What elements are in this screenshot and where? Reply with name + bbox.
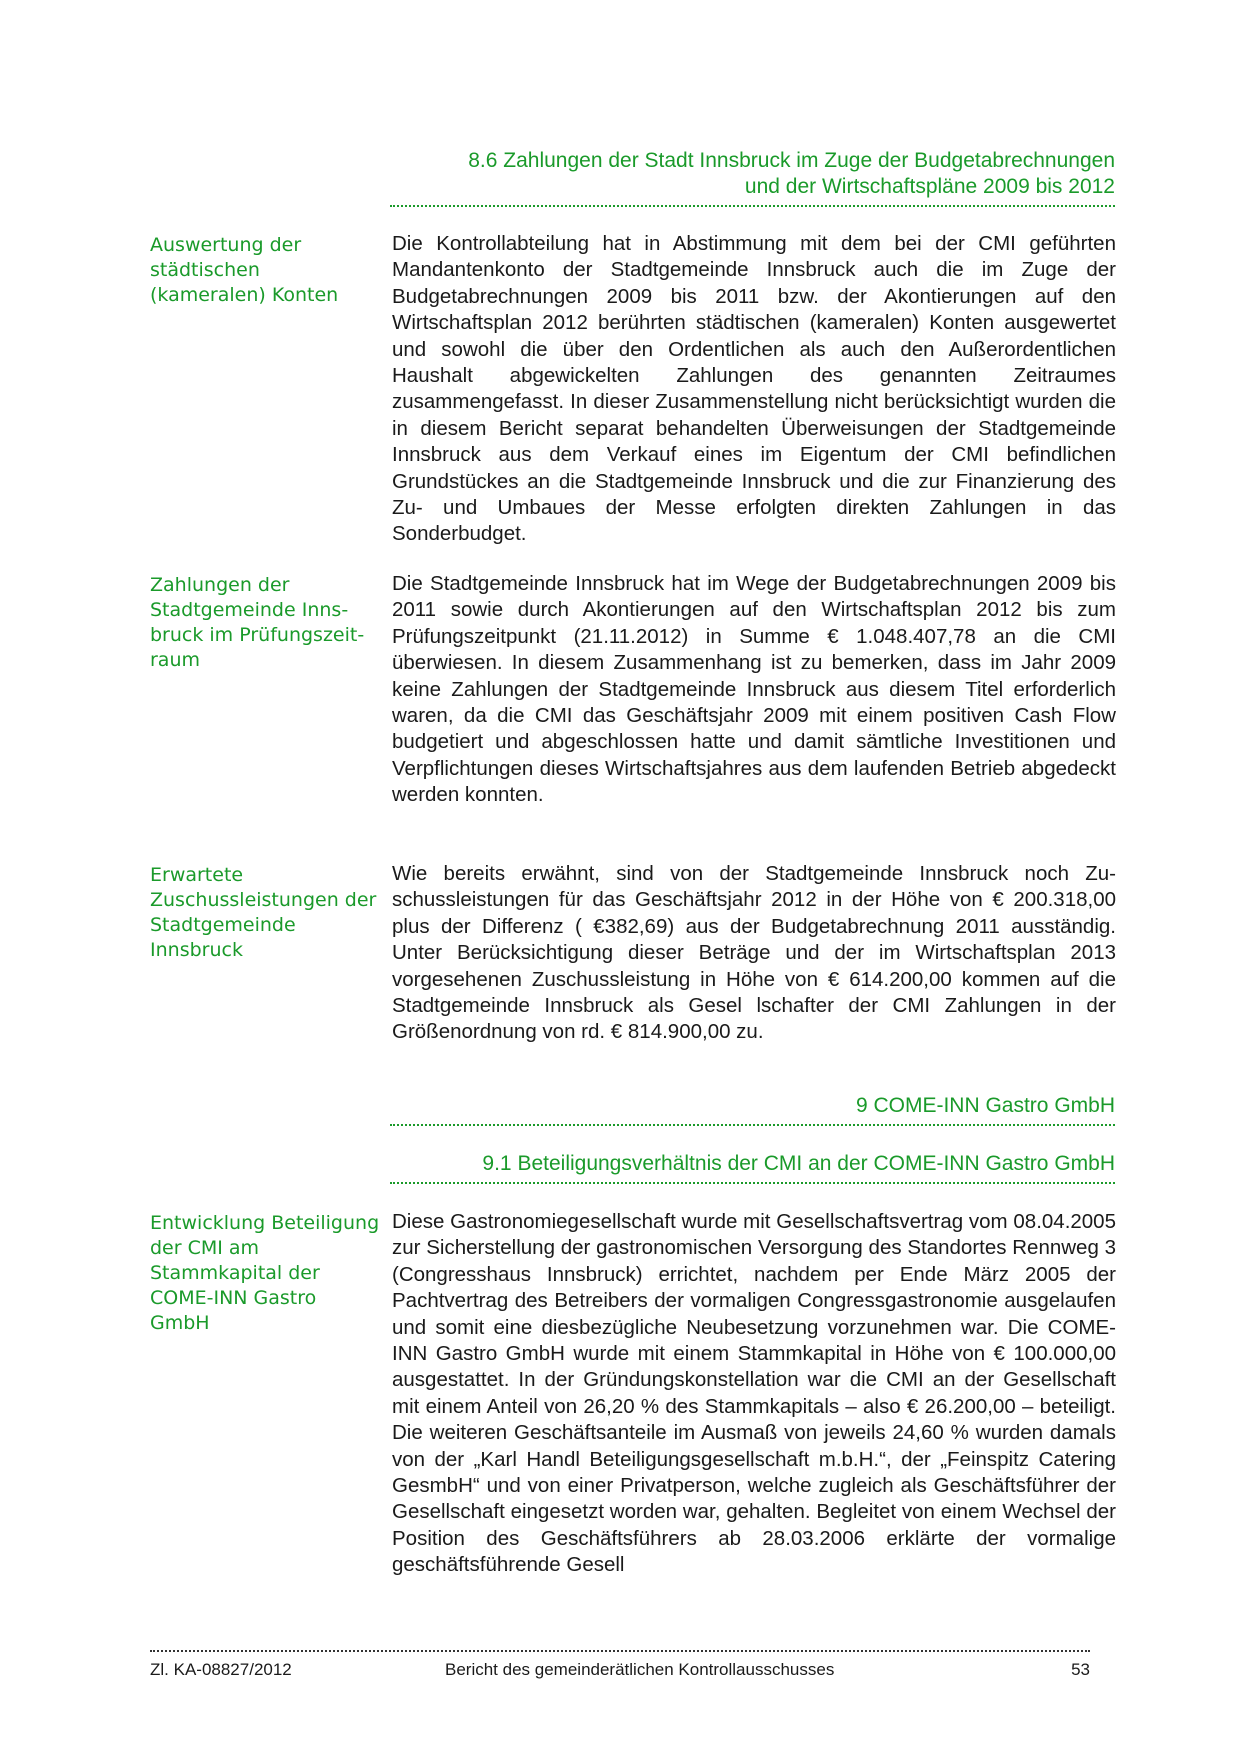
paragraph-zahlungen: Die Stadtgemeinde Innsbruck hat im Wege der Budgetabrechnungen 2009 bis 2011 sowie durch Akontierungen auf den Wirtschaftsplan 2012 bis zum Prüfungszeitpunkt (21.11.2012) in Summe € 1.048.407,78 an die CMI überwiesen. In diesem Zusammenhang ist zu bemerken, dass im Jahr 2009 keine Zahlungen der Stadtgemeinde Innsbruck aus diesem Titel erforderlich waren, da die CMI das Geschäftsjahr 2009 mit einem positiven Cash Flow budgetiert und abgeschlossen hatte und damit sämtliche Investitionen und Verpflichtungen dieses Wirtschaftsjahres aus dem laufenden Betrieb abgedeckt werden konnten. — [392, 572, 1116, 807]
heading-divider — [390, 1182, 1115, 1184]
margin-note-entwicklung: Entwicklung Beteiligung der CMI am Stammkapital der COME-INN Gastro GmbH — [150, 1212, 380, 1334]
footer-reference: Zl. KA-08827/2012 — [150, 1660, 292, 1679]
section-9-heading: 9 COME-INN Gastro GmbH — [855, 1094, 1115, 1117]
margin-note-zuschussleistungen: Erwartete Zuschussleistungen der Stadtgemeinde Innsbruck — [150, 864, 377, 961]
page-number: 53 — [1071, 1660, 1090, 1679]
heading-divider — [390, 1124, 1115, 1126]
section-8-6-heading-line2: und der Wirtschaftspläne 2009 bis 2012 — [744, 175, 1115, 198]
footer-divider — [150, 1650, 1090, 1652]
section-9-1-heading: 9.1 Beteiligungsverhältnis der CMI an der COME-INN Gastro GmbH — [482, 1152, 1115, 1175]
margin-note-zahlungen: Zahlungen der Stadtgemeinde Innsbruck im Prüfungszeitraum — [150, 574, 365, 671]
paragraph-zuschussleistungen: Wie bereits erwähnt, sind von der Stadtgemeinde Innsbruck noch Zuschussleistungen für das Geschäftsjahr 2012 in der Höhe von € 200.318,00 plus der Differenz ( €382,69) aus der Budgetabrechnung 2011 ausständig. Unter Berücksichtigung dieser Beträge und der im Wirtschaftsplan 2013 vorgesehenen Zuschussleistung in Höhe von € 614.200,00 kommen auf die Stadtgemeinde Innsbruck als Gesel lschafter der CMI Zahlungen in der Größenordnung von rd. € 814.900,00 zu. — [392, 862, 1116, 1044]
section-8-6-heading-line1: 8.6 Zahlungen der Stadt Innsbruck im Zuge der Budgetabrechnungen — [468, 149, 1115, 172]
paragraph-auswertung: Die Kontrollabteilung hat in Abstimmung mit dem bei der CMI geführten Mandantenkonto der Stadtgemeinde Innsbruck auch die im Zuge der Budgetabrechnungen 2009 bis 2011 bzw. der Akontierungen auf den Wirtschaftsplan 2012 berührten städtischen (kameralen) Konten ausgewertet und sowohl die über den Ordentlichen als auch den Außerordentlichen Haushalt abgewickelten Zahlungen des genannten Zeitraumes zusammengefasst. In dieser Zusammenstellung nicht berücksichtigt wurden die in diesem Bericht separat behandelten Überweisungen der Stadtgemeinde Innsbruck aus dem Verkauf eines im Eigentum der CMI befindlichen Grundstückes an die Stadtgemeinde Innsbruck und die zur Finanzierung des Zu- und Umbaues der Messe erfolgten direkten Zahlungen in das Sonderbudget. — [392, 232, 1116, 546]
heading-divider — [390, 205, 1115, 207]
footer-title: Bericht des gemeinderätlichen Kontrollausschusses — [445, 1660, 835, 1679]
paragraph-entwicklung: Diese Gastronomiegesellschaft wurde mit Gesellschaftsvertrag vom 08.04.2005 zur Sicherstellung der gastronomischen Versorgung des Standortes Rennweg 3 (Congresshaus Innsbruck) errichtet, nachdem per Ende März 2005 der Pachtvertrag des Betreibers der vormaligen Congressgastronomie ausgelaufen und somit eine diesbezügliche Neubesetzung vorzunehmen war. Die COME-INN Gastro GmbH wurde mit einem Stammkapital in Höhe von € 100.000,00 ausgestattet. In der Gründungskonstellation war die CMI an der Gesellschaft mit einem Anteil von 26,20 % des Stammkapitals – also € 26.200,00 – beteiligt. Die weiteren Geschäftsanteile im Ausmaß von jeweils 24,60 % wurden damals von der „Karl Handl Beteiligungsgesellschaft m.b.H.“, der „Feinspitz Catering GesmbH“ und von einer Privatperson, welche zugleich als Geschäftsführer der Gesellschaft eingesetzt worden war, gehalten. Begleitet von einem Wechsel der Position des Geschäftsführers ab 28.03.2006 erklärte der vormalige geschäftsführende Gesell — [392, 1210, 1116, 1577]
margin-note-auswertung: Auswertung der städtischen (kameralen) Konten — [150, 234, 339, 306]
